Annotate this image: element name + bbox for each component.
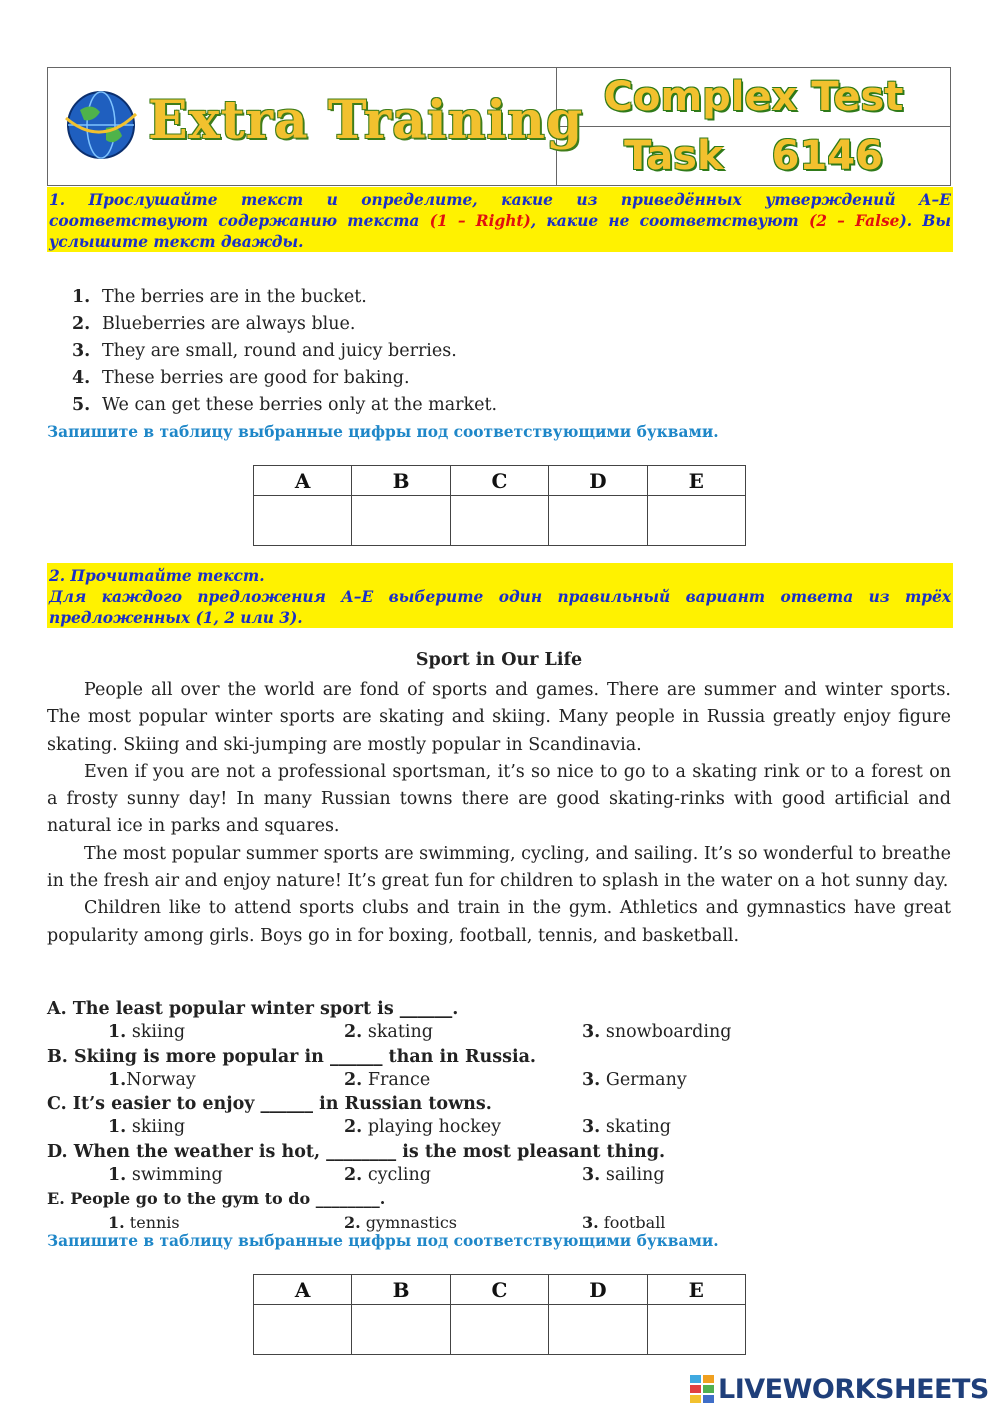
statement-text: These berries are good for baking. xyxy=(102,368,410,388)
statement-text: The berries are in the bucket. xyxy=(102,287,367,307)
statement-number: 5. xyxy=(72,395,91,415)
answer-cell-d[interactable] xyxy=(549,496,647,546)
answer-cell-e[interactable] xyxy=(647,1305,745,1355)
paragraph: People all over the world are fond of sports and games. There are summer and winter sports. The most popular winter sports are skating and skiing. Many people in Russia greatly enjoy figure skating. Skiing and ski-jumping are mostly popular in Scandinavia. xyxy=(47,680,951,755)
liveworksheets-text: LIVEWORKSHEETS xyxy=(718,1373,989,1405)
question-list xyxy=(47,997,951,1235)
column-header: A xyxy=(254,1275,352,1305)
statement-number: 1. xyxy=(72,287,91,307)
column-header: C xyxy=(450,1275,548,1305)
worksheet-header xyxy=(47,67,951,186)
false-label: (2 – False xyxy=(808,212,900,230)
brand-title: Extra Training xyxy=(148,90,584,151)
text-title: Sport in Our Life xyxy=(415,650,583,670)
reading-passage xyxy=(47,677,951,950)
list-item xyxy=(72,365,497,392)
options-row xyxy=(47,1211,951,1235)
answer-cell-b[interactable] xyxy=(352,496,450,546)
option[interactable]: 1. skiing xyxy=(108,1117,186,1137)
question: D. When the weather is hot, ________ is the most pleasant thing. xyxy=(47,1141,666,1162)
title-cell xyxy=(557,68,950,185)
option[interactable]: 2. playing hockey xyxy=(344,1117,502,1137)
statement-text: We can get these berries only at the market. xyxy=(102,395,498,415)
liveworksheets-icon xyxy=(690,1375,714,1403)
table-note: Запишите в таблицу выбранные цифры под соответствующими буквами. xyxy=(47,423,719,441)
list-item xyxy=(72,284,497,311)
option[interactable]: 1. tennis xyxy=(108,1213,180,1232)
list-item xyxy=(72,392,497,419)
statement-number: 4. xyxy=(72,368,91,388)
answer-cell-d[interactable] xyxy=(549,1305,647,1355)
list-item xyxy=(72,311,497,338)
column-header: C xyxy=(450,466,548,496)
option[interactable]: 3. sailing xyxy=(582,1164,665,1185)
column-header: D xyxy=(549,1275,647,1305)
brand-cell xyxy=(48,68,584,185)
answer-table-2 xyxy=(253,1274,746,1355)
option[interactable]: 2. cycling xyxy=(344,1164,431,1185)
paragraph: Children like to attend sports clubs and train in the gym. Athletics and gymnastics have great popularity among girls. Boys go in for boxing, football, tennis, and basketball. xyxy=(47,898,951,946)
answer-cell-a[interactable] xyxy=(254,496,352,546)
task2-instruction-line1: 2. Прочитайте текст. xyxy=(49,567,265,585)
task2-instruction xyxy=(47,563,953,628)
answer-table-1 xyxy=(253,465,746,546)
task-number: 6146 xyxy=(771,133,883,179)
task1-instruction-text-2: , какие не соответствуют xyxy=(530,212,809,230)
option[interactable]: 2. skating xyxy=(344,1022,433,1042)
table-note: Запишите в таблицу выбранные цифры под соответствующими буквами. xyxy=(47,1232,719,1250)
answer-cell-b[interactable] xyxy=(352,1305,450,1355)
test-title-text: Complex Test xyxy=(603,74,904,120)
globe-icon xyxy=(64,88,138,162)
column-header: D xyxy=(549,466,647,496)
options-row xyxy=(47,1116,951,1140)
statement-text: They are small, round and juicy berries. xyxy=(102,341,457,361)
option[interactable]: 1.Norway xyxy=(108,1069,196,1090)
question: A. The least popular winter sport is ______. xyxy=(47,999,459,1019)
task1-instruction-text: 1. Прослушайте текст и определите, какие из приведённых утверждений А–Е соответствуют содержанию текста xyxy=(49,191,951,230)
options-row xyxy=(47,1069,951,1093)
answer-cell-c[interactable] xyxy=(450,496,548,546)
option[interactable]: 3. football xyxy=(582,1213,666,1232)
option[interactable]: 2. gymnastics xyxy=(344,1213,458,1232)
question: E. People go to the gym to do ________. xyxy=(47,1189,386,1208)
options-row xyxy=(47,1021,951,1045)
answer-cell-c[interactable] xyxy=(450,1305,548,1355)
column-header: B xyxy=(352,466,450,496)
option[interactable]: 2. France xyxy=(344,1069,431,1090)
paragraph: Even if you are not a professional sportsman, it’s so nice to go to a skating rink or to a forest on a frosty sunny day! In many Russian towns there are good skating-rinks with good artificial and natural ice in parks and squares. xyxy=(47,761,951,837)
option[interactable]: 3. Germany xyxy=(582,1069,687,1090)
answer-cell-e[interactable] xyxy=(647,496,745,546)
statement-list xyxy=(72,284,497,419)
task-label: Task xyxy=(624,133,724,179)
paragraph: The most popular summer sports are swimming, cycling, and sailing. It’s so wonderful to breathe in the fresh air and enjoy nature! It’s great fun for children to splash in the water on a hot sunny day. xyxy=(47,843,951,892)
liveworksheets-logo[interactable] xyxy=(690,1372,989,1406)
column-header: B xyxy=(352,1275,450,1305)
statement-text: Blueberries are always blue. xyxy=(102,314,356,334)
task2-instruction-line2: Для каждого предложения А–Е выберите один правильный вариант ответа из трёх предложенных (1, 2 или 3). xyxy=(49,588,951,627)
list-item xyxy=(72,338,497,365)
option[interactable]: 3. skating xyxy=(582,1117,671,1137)
statement-number: 3. xyxy=(72,341,91,361)
false-close: ). xyxy=(899,212,913,230)
task1-instruction-text-3: Вы услышите текст дважды. xyxy=(49,212,951,251)
question: C. It’s easier to enjoy ______ in Russian towns. xyxy=(47,1094,492,1114)
column-header: E xyxy=(647,1275,745,1305)
question: B. Skiing is more popular in ______ than in Russia. xyxy=(47,1046,537,1067)
options-row xyxy=(47,1164,951,1188)
answer-cell-a[interactable] xyxy=(254,1305,352,1355)
option[interactable]: 1. swimming xyxy=(108,1164,223,1185)
test-title xyxy=(557,68,950,127)
column-header: A xyxy=(254,466,352,496)
option[interactable]: 1. skiing xyxy=(108,1022,186,1042)
task-title xyxy=(557,127,950,185)
column-header: E xyxy=(647,466,745,496)
task1-instruction xyxy=(47,187,953,252)
option[interactable]: 3. snowboarding xyxy=(582,1022,732,1042)
right-label: (1 – Right) xyxy=(429,212,531,230)
statement-number: 2. xyxy=(72,314,91,334)
